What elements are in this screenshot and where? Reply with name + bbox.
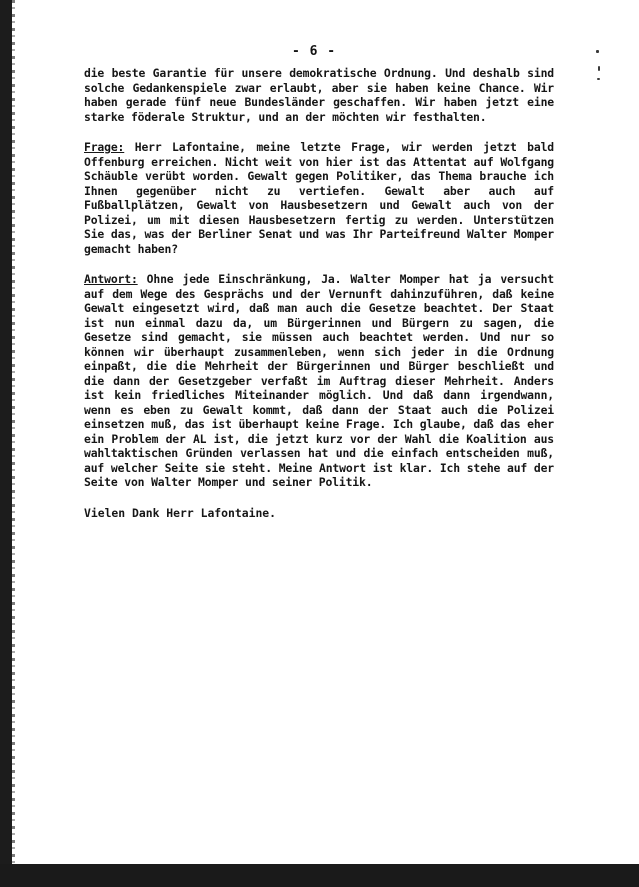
scan-border-left [0, 0, 12, 887]
paragraph-intro: die beste Garantie für unsere demokratische Ordnung. Und deshalb sind solche Gedankenspiele zwar erlaubt, aber sie haben keine Chance. Wir haben gerade fünf neue Bundesländer geschaffen. Wir haben jetzt eine starke föderale Struktur, und an der möchten wir festhalten. [84, 66, 554, 124]
scan-speck [596, 50, 599, 53]
question-text: Herr Lafontaine, meine letzte Frage, wir werden jetzt bald Offenburg erreichen. Nicht weit von hier ist das Attentat auf Wolfgang Schäuble verübt worden. Gewalt gegen Politiker, das Thema brauche ich Ihnen gegenüber nicht zu vertiefen. Gewalt aber auch auf Fußballplätzen, Gewalt von Hausbesetzern und Gewalt auch von der Polizei, um mit diesen Hausbesetzern fertig zu werden. Unterstützen Sie das, was der Berliner Senat und was Ihr Parteifreund Walter Momper gemacht haben? [84, 140, 554, 256]
closing-line: Vielen Dank Herr Lafontaine. [84, 505, 277, 520]
document-body [84, 66, 554, 520]
page-number: - 6 - [292, 44, 337, 59]
paragraph-question [84, 140, 554, 256]
scan-border-bottom [0, 864, 639, 887]
question-label: Frage: [84, 140, 125, 154]
scan-speck [598, 66, 600, 71]
answer-label: Antwort: [84, 272, 138, 286]
answer-text: Ohne jede Einschränkung, Ja. Walter Momper hat ja versucht auf dem Wege des Gesprächs und der Vernunft dahinzuführen, daß keine Gewalt eingesetzt wird, daß man auch die Gesetze beachtet. Der Staat ist nun einmal dazu da, um Bürgerinnen und Bürgern zu sagen, die Gesetze sind gemacht, sie müssen auch beachtet werden. Und nur so können wir überhaupt zusammenleben, wenn sich jeder in die Ordnung einpaßt, die die Mehrheit der Bürgerinnen und Bürger beschließt und die dann der Gesetzgeber verfaßt im Auftrag dieser Mehrheit. Anders ist kein friedliches Miteinander möglich. Und daß dann irgendwann, wenn es eben zu Gewalt kommt, daß dann der Staat auch die Polizei einsetzen muß, das ist überhaupt keine Frage. Ich glaube, daß das eher ein Problem der AL ist, die jetzt kurz vor der Wahl die Koalition aus wahltaktischen Gründen verlassen hat und die einfach entscheiden muß, auf welcher Seite sie steht. Meine Antwort ist klar. Ich stehe auf der Seite von Walter Momper und seiner Politik. [84, 272, 554, 489]
scan-speck [597, 78, 600, 80]
paragraph-answer [84, 272, 554, 490]
